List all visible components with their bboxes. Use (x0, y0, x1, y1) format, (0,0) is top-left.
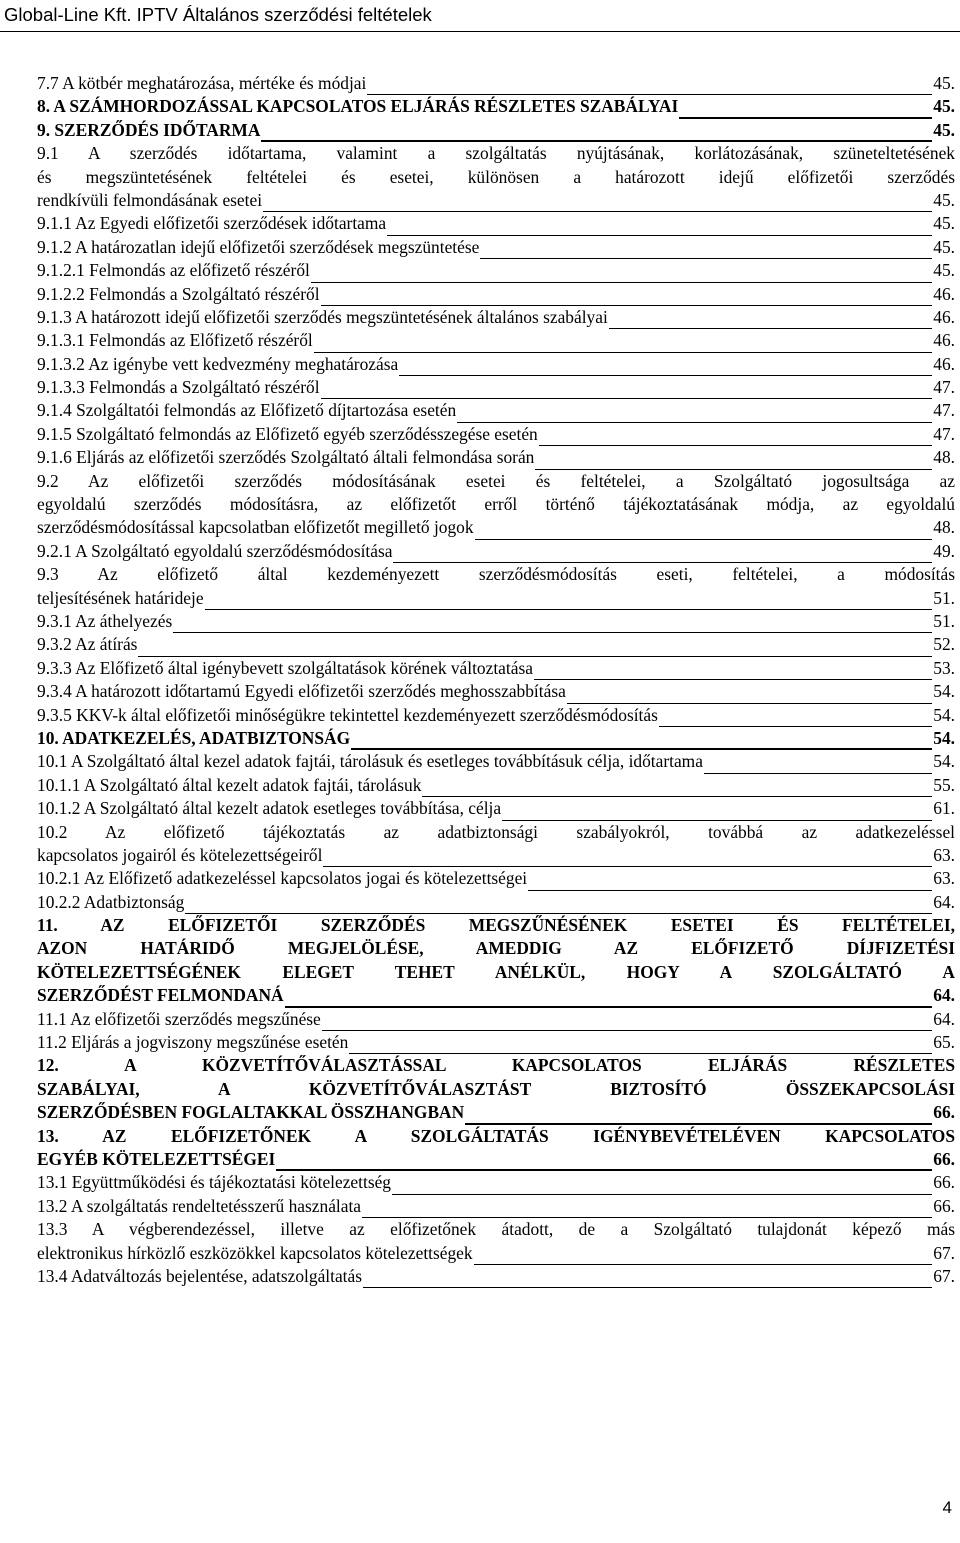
toc-entry-line: 9.1 A szerződés időtartama, valamint a szolgáltatás nyújtásának, korlátozásának, szüneteltetésének (37, 143, 955, 164)
toc-leader-line (138, 638, 932, 657)
toc-entry[interactable] (37, 774, 955, 797)
toc-entry[interactable] (37, 142, 955, 212)
toc-entry[interactable] (37, 750, 955, 773)
toc-page-number: 45. (933, 96, 955, 117)
toc-entry-title: 13.2 A szolgáltatás rendeltetésszerű használata (37, 1195, 362, 1216)
toc-entry[interactable] (37, 1031, 955, 1054)
toc-entry-title: 9.3.3 Az Előfizető által igénybevett szolgáltatások körének változtatása (37, 657, 533, 678)
toc-entry-row (37, 1101, 955, 1124)
toc-leader-line (367, 76, 932, 95)
toc-entry-row (37, 680, 955, 703)
toc-entry-title: rendkívüli felmondásának esetei (37, 189, 263, 210)
toc-page-number: 63. (933, 868, 955, 889)
toc-leader-line (351, 730, 932, 750)
toc-entry-title: 10.2.1 Az Előfizető adatkezeléssel kapcsolatos jogai és kötelezettségei (37, 868, 528, 889)
toc-entry-line: KÖTELEZETTSÉGÉNEK ELEGET TEHET ANÉLKÜL, HOGY A SZOLGÁLTATÓ A (37, 961, 955, 982)
toc-page-number: 46. (933, 330, 955, 351)
toc-entry[interactable] (37, 283, 955, 306)
toc-entry-row (37, 1171, 955, 1194)
toc-leader-line (321, 287, 933, 306)
toc-leader-line (679, 99, 932, 119)
toc-page-number: 51. (933, 610, 955, 631)
toc-entry-row (37, 1195, 955, 1218)
toc-page-number: 66. (933, 1172, 955, 1193)
document-header-title: Global-Line Kft. IPTV Általános szerződési feltételek (4, 4, 432, 25)
toc-page-number: 53. (933, 657, 955, 678)
toc-page-number: 49. (933, 540, 955, 561)
toc-entry-title: 9.1.6 Eljárás az előfizetői szerződés Szolgáltató általi felmondása során (37, 447, 535, 468)
toc-entry-line: egyoldalú szerződés módosításra, az előfizetőt erről történő tájékoztatásának módja, az egyoldalú (37, 494, 955, 515)
toc-entry-line: 9.3 Az előfizető által kezdeményezett szerződésmódosítás eseti, feltételei, a módosítás (37, 564, 955, 585)
toc-entry[interactable] (37, 236, 955, 259)
toc-leader-line (534, 661, 932, 680)
toc-leader-line (185, 895, 932, 914)
toc-entry-title: kapcsolatos jogairól és kötelezettségeiről (37, 844, 323, 865)
toc-entry-row (37, 329, 955, 352)
toc-entry-row (37, 189, 955, 212)
toc-entry-row (37, 891, 955, 914)
toc-leader-line (323, 848, 932, 867)
toc-entry-row (37, 540, 955, 563)
toc-entry-row (37, 283, 955, 306)
toc-page-number: 54. (933, 704, 955, 725)
toc-entry-row (37, 727, 955, 750)
toc-page-number: 54. (933, 727, 955, 748)
toc-entry-row (37, 657, 955, 680)
toc-leader-line (535, 451, 932, 470)
toc-entry[interactable] (37, 376, 955, 399)
toc-entry-title: 9.1.2 A határozatlan idejű előfizetői szerződések megszüntetése (37, 236, 480, 257)
toc-entry[interactable] (37, 914, 955, 1008)
toc-entry-title: 11.1 Az előfizetői szerződés megszűnése (37, 1008, 321, 1029)
toc-entry-row (37, 867, 955, 890)
toc-entry-row (37, 376, 955, 399)
toc-entry[interactable] (37, 423, 955, 446)
toc-entry-title: teljesítésének határideje (37, 587, 204, 608)
toc-entry[interactable] (37, 259, 955, 282)
toc-entry[interactable] (37, 1008, 955, 1031)
toc-page-number: 66. (933, 1148, 955, 1169)
toc-leader-line (387, 217, 932, 236)
toc-entry-title: 9.1.5 Szolgáltató felmondás az Előfizető egyéb szerződésszegése esetén (37, 423, 538, 444)
toc-entry-title: 9.3.4 A határozott időtartamú Egyedi előfizetői szerződés meghosszabbítása (37, 681, 566, 702)
toc-page-number: 47. (933, 377, 955, 398)
toc-page-number: 48. (933, 517, 955, 538)
toc-entry-title: 8. A SZÁMHORDOZÁSSAL KAPCSOLATOS ELJÁRÁS RÉSZLETES SZABÁLYAI (37, 96, 679, 117)
toc-entry[interactable] (37, 727, 955, 750)
toc-page-number: 64. (933, 891, 955, 912)
toc-entry-title: szerződésmódosítással kapcsolatban előfizetőt megillető jogok (37, 517, 474, 538)
toc-page-number: 46. (933, 353, 955, 374)
toc-leader-line (422, 778, 932, 797)
toc-page-number: 67. (933, 1265, 955, 1286)
toc-page-number: 65. (933, 1032, 955, 1052)
toc-entry-row (37, 1031, 955, 1054)
toc-entry-row (37, 423, 955, 446)
toc-entry-row (37, 633, 955, 656)
toc-entry-row (37, 587, 955, 610)
toc-entry-row (37, 1148, 955, 1171)
toc-leader-line (457, 404, 932, 423)
toc-entry-title: 9.1.3.3 Felmondás a Szolgáltató részéről (37, 377, 320, 398)
toc-page-number: 52. (933, 634, 955, 655)
toc-leader-line (276, 1151, 932, 1171)
toc-entry-title: 13.1 Együttműködési és tájékoztatási kötelezettség (37, 1172, 391, 1193)
toc-entry-row (37, 704, 955, 727)
toc-page-number: 54. (933, 751, 955, 772)
toc-entry-row (37, 1265, 955, 1288)
toc-entry-row (37, 1242, 955, 1265)
toc-entry-title: SZERZŐDÉST FELMONDANÁ (37, 985, 284, 1006)
toc-page-number: 46. (933, 306, 955, 327)
toc-entry-row (37, 259, 955, 282)
toc-page-number: 66. (933, 1102, 955, 1123)
toc-leader-line (314, 334, 933, 353)
toc-entry-title: 9.3.2 Az átírás (37, 634, 138, 655)
toc-entry-row (37, 212, 955, 235)
toc-entry[interactable] (37, 867, 955, 890)
toc-entry[interactable] (37, 1171, 955, 1194)
toc-entry-title: 9.1.1 Az Egyedi előfizetői szerződések időtartama (37, 213, 387, 234)
toc-entry-row (37, 774, 955, 797)
toc-entry[interactable] (37, 1265, 955, 1288)
toc-entry[interactable] (37, 540, 955, 563)
toc-page-number: 63. (933, 844, 955, 865)
toc-leader-line (480, 240, 932, 259)
toc-entry-title: 9. SZERZŐDÉS IDŐTARMA (37, 119, 261, 140)
toc-page-number: 61. (933, 798, 955, 819)
toc-leader-line (311, 264, 932, 283)
toc-page-number: 46. (933, 283, 955, 304)
toc-entry-title: 10. ADATKEZELÉS, ADATBIZTONSÁG (37, 727, 351, 748)
toc-entry-row (37, 1008, 955, 1031)
toc-entry-row (37, 984, 955, 1007)
toc-entry-title: elektronikus hírközlő eszközökkel kapcsolatos kötelezettségek (37, 1242, 473, 1263)
toc-page-number: 47. (933, 423, 955, 444)
toc-leader-line (659, 708, 932, 727)
toc-leader-line (393, 544, 932, 563)
toc-page-number: 51. (933, 587, 955, 608)
toc-page-number: 54. (933, 681, 955, 702)
toc-entry-title: 9.1.3.1 Felmondás az Előfizető részéről (37, 330, 313, 351)
toc-entry-line: 9.2 Az előfizetői szerződés módosításának esetei és feltételei, a Szolgáltató jogosultsága az (37, 470, 955, 491)
toc-leader-line (465, 1105, 932, 1125)
toc-leader-line (349, 1035, 932, 1054)
toc-page-number: 67. (933, 1242, 955, 1263)
toc-entry-row (37, 353, 955, 376)
toc-entry-row (37, 844, 955, 867)
toc-leader-line (173, 614, 932, 633)
toc-entry[interactable] (37, 797, 955, 820)
toc-page-number: 45. (933, 72, 955, 93)
toc-entry-title: 10.2.2 Adatbiztonság (37, 891, 185, 912)
toc-page-number: 45. (933, 119, 955, 140)
toc-entry-line: 11. AZ ELŐFIZETŐI SZERZŐDÉS MEGSZŰNÉSÉNEK ESETEI ÉS FELTÉTELEI, (37, 915, 955, 936)
toc-entry-line: SZABÁLYAI, A KÖZVETÍTŐVÁLASZTÁST BIZTOSÍTÓ ÖSSZEKAPCSOLÁSI (37, 1078, 955, 1099)
toc-entry[interactable] (37, 633, 955, 656)
toc-page-number: 47. (933, 400, 955, 421)
toc-leader-line (539, 427, 933, 446)
toc-leader-line (474, 1246, 933, 1265)
toc-entry-line: 12. A KÖZVETÍTŐVÁLASZTÁSSAL KAPCSOLATOS ELJÁRÁS RÉSZLETES (37, 1055, 955, 1076)
toc-entry[interactable] (37, 95, 955, 118)
toc-leader-line (285, 988, 933, 1008)
toc-entry-line: és megszüntetésének feltételei és esetei, különösen a határozott idejű előfizetői szerződés (37, 166, 955, 187)
toc-leader-line (528, 872, 932, 891)
toc-entry[interactable] (37, 353, 955, 376)
toc-entry-title: 10.1 A Szolgáltató által kezel adatok fajtái, tárolásuk és esetleges továbbításuk célja, időtartama (37, 751, 703, 772)
toc-entry[interactable] (37, 306, 955, 329)
header-divider (0, 31, 960, 32)
toc-entry-row (37, 236, 955, 259)
toc-entry-title: 9.1.2.2 Felmondás a Szolgáltató részéről (37, 283, 320, 304)
toc-entry[interactable] (37, 329, 955, 352)
toc-page-number: 64. (933, 985, 955, 1006)
toc-entry-title: 10.1.2 A Szolgáltató által kezelt adatok esetleges továbbítása, célja (37, 798, 502, 819)
toc-entry[interactable] (37, 563, 955, 610)
toc-entry[interactable] (37, 680, 955, 703)
toc-leader-line (704, 755, 932, 774)
toc-leader-line (609, 310, 932, 329)
table-of-contents (37, 72, 955, 1288)
toc-entry-title: 9.1.4 Szolgáltatói felmondás az Előfizető díjtartozása esetén (37, 400, 457, 421)
toc-entry-row (37, 399, 955, 422)
toc-entry-title: 9.1.2.1 Felmondás az előfizető részéről (37, 260, 310, 281)
toc-entry[interactable] (37, 446, 955, 469)
toc-entry-row (37, 95, 955, 118)
toc-entry[interactable] (37, 399, 955, 422)
toc-entry[interactable] (37, 610, 955, 633)
toc-page-number: 45. (933, 189, 955, 210)
toc-leader-line (502, 802, 932, 821)
toc-entry[interactable] (37, 657, 955, 680)
toc-entry[interactable] (37, 704, 955, 727)
toc-entry[interactable] (37, 1218, 955, 1265)
toc-entry[interactable] (37, 821, 955, 868)
toc-entry[interactable] (37, 891, 955, 914)
toc-entry-title: 13.4 Adatváltozás bejelentése, adatszolgáltatás (37, 1265, 362, 1286)
toc-entry-title: 9.3.5 KKV-k által előfizetői minőségükre tekintettel kezdeményezett szerződésmódosítás (37, 704, 658, 725)
toc-leader-line (399, 357, 932, 376)
toc-page-number: 48. (933, 447, 955, 468)
toc-entry-row (37, 516, 955, 539)
toc-leader-line (567, 685, 932, 704)
toc-entry-title: EGYÉB KÖTELEZETTSÉGEI (37, 1148, 276, 1169)
toc-page-number: 64. (933, 1008, 955, 1029)
toc-entry-row (37, 750, 955, 773)
toc-entry-line: 13. AZ ELŐFIZETŐNEK A SZOLGÁLTATÁS IGÉNYBEVÉTELÉVEN KAPCSOLATOS (37, 1125, 955, 1146)
toc-entry-row (37, 119, 955, 142)
toc-leader-line (261, 122, 932, 142)
toc-entry-title: 9.1.3.2 Az igénybe vett kedvezmény meghatározása (37, 353, 399, 374)
toc-page-number: 45. (933, 236, 955, 257)
toc-page-number: 45. (933, 260, 955, 281)
toc-leader-line (205, 591, 933, 610)
toc-entry-title: SZERZŐDÉSBEN FOGLALTAKKAL ÖSSZHANGBAN (37, 1102, 465, 1123)
toc-entry[interactable] (37, 119, 955, 142)
toc-entry-line: AZON HATÁRIDŐ MEGJELÖLÉSE, AMEDDIG AZ ELŐFIZETŐ DÍJFIZETÉSI (37, 938, 955, 959)
toc-entry-row (37, 610, 955, 633)
toc-entry-row (37, 446, 955, 469)
toc-leader-line (362, 1199, 932, 1218)
toc-entry-row (37, 797, 955, 820)
toc-entry-title: 7.7 A kötbér meghatározása, mértéke és módjai (37, 72, 367, 93)
toc-entry-line: 10.2 Az előfizető tájékoztatás az adatbiztonsági szabályokról, továbbá az adatkezeléssel (37, 821, 955, 842)
toc-leader-line (322, 1012, 932, 1031)
toc-leader-line (475, 521, 933, 540)
toc-entry[interactable] (37, 470, 955, 540)
toc-page-number: 55. (933, 774, 955, 795)
toc-entry-title: 11.2 Eljárás a jogviszony megszűnése esetén (37, 1032, 349, 1052)
toc-entry-title: 9.2.1 A Szolgáltató egyoldalú szerződésmódosítása (37, 540, 393, 561)
page-number: 4 (942, 1498, 952, 1517)
toc-entry-title: 9.3.1 Az áthelyezés (37, 610, 173, 631)
toc-entry[interactable] (37, 1195, 955, 1218)
toc-entry[interactable] (37, 72, 955, 95)
toc-leader-line (263, 193, 932, 212)
toc-page-number: 45. (933, 213, 955, 234)
toc-page-number: 66. (933, 1195, 955, 1216)
toc-entry-line: 13.3 A végberendezéssel, illetve az előfizetőnek átadott, de a Szolgáltató tulajdonát képező más (37, 1219, 955, 1240)
toc-entry-title: 9.1.3 A határozott idejű előfizetői szerződés megszüntetésének általános szabályai (37, 306, 608, 327)
toc-entry-row (37, 72, 955, 95)
toc-leader-line (363, 1269, 932, 1288)
toc-leader-line (321, 380, 933, 399)
toc-leader-line (392, 1176, 932, 1195)
toc-entry-title: 10.1.1 A Szolgáltató által kezelt adatok fajtái, tárolásuk (37, 774, 422, 795)
toc-entry-row (37, 306, 955, 329)
toc-entry[interactable] (37, 212, 955, 235)
toc-entry[interactable] (37, 1125, 955, 1172)
toc-entry[interactable] (37, 1054, 955, 1124)
